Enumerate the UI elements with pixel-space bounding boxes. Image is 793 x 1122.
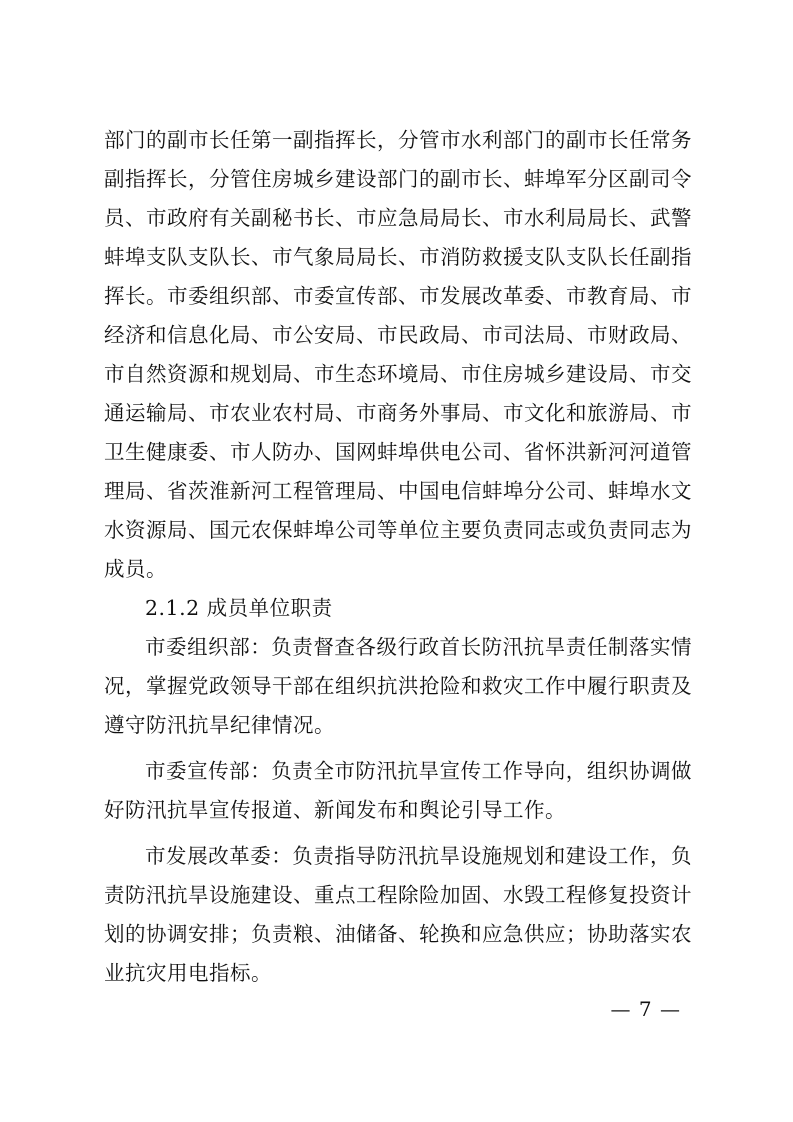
page-number: — 7 —	[610, 997, 681, 1021]
text-line: 成员。	[104, 557, 167, 581]
section-heading: 2.1.2 成员单位职责	[145, 596, 333, 620]
text-line: 责防汛抗旱设施建设、重点工程除险加固、水毁工程修复投资计	[104, 883, 692, 907]
body-text	[104, 121, 692, 993]
text-line: 蚌埠支队支队长、市气象局局长、市消防救援支队支队长任副指	[104, 245, 692, 269]
text-line: 市发展改革委：负责指导防汛抗旱设施规划和建设工作，负	[145, 844, 692, 868]
text-line: 遵守防汛抗旱纪律情况。	[104, 713, 335, 737]
text-line: 水资源局、国元农保蚌埠公司等单位主要负责同志或负责同志为	[104, 518, 692, 542]
text-line: 员、市政府有关副秘书长、市应急局局长、市水利局局长、武警	[104, 206, 692, 230]
text-line: 业抗灾用电指标。	[104, 961, 272, 985]
text-line: 经济和信息化局、市公安局、市民政局、市司法局、市财政局、	[104, 323, 692, 347]
text-line: 划的协调安排；负责粮、油储备、轮换和应急供应；协助落实农	[104, 922, 692, 946]
text-line: 通运输局、市农业农村局、市商务外事局、市文化和旅游局、市	[104, 401, 692, 425]
text-line: 况，掌握党政领导干部在组织抗洪抢险和救灾工作中履行职责及	[104, 674, 692, 698]
text-line: 卫生健康委、市人防办、国网蚌埠供电公司、省怀洪新河河道管	[104, 440, 692, 464]
text-line: 好防汛抗旱宣传报道、新闻发布和舆论引导工作。	[104, 798, 566, 822]
text-line: 理局、省茨淮新河工程管理局、中国电信蚌埠分公司、蚌埠水文	[104, 479, 692, 503]
text-line: 市委组织部：负责督查各级行政首长防汛抗旱责任制落实情	[145, 635, 692, 659]
text-line: 部门的副市长任第一副指挥长，分管市水利部门的副市长任常务	[104, 128, 692, 152]
text-line: 副指挥长，分管住房城乡建设部门的副市长、蚌埠军分区副司令	[104, 167, 692, 191]
text-line: 市自然资源和规划局、市生态环境局、市住房城乡建设局、市交	[104, 362, 692, 386]
text-line: 挥长。市委组织部、市委宣传部、市发展改革委、市教育局、市	[104, 284, 692, 308]
text-line: 市委宣传部：负责全市防汛抗旱宣传工作导向，组织协调做	[145, 759, 692, 783]
